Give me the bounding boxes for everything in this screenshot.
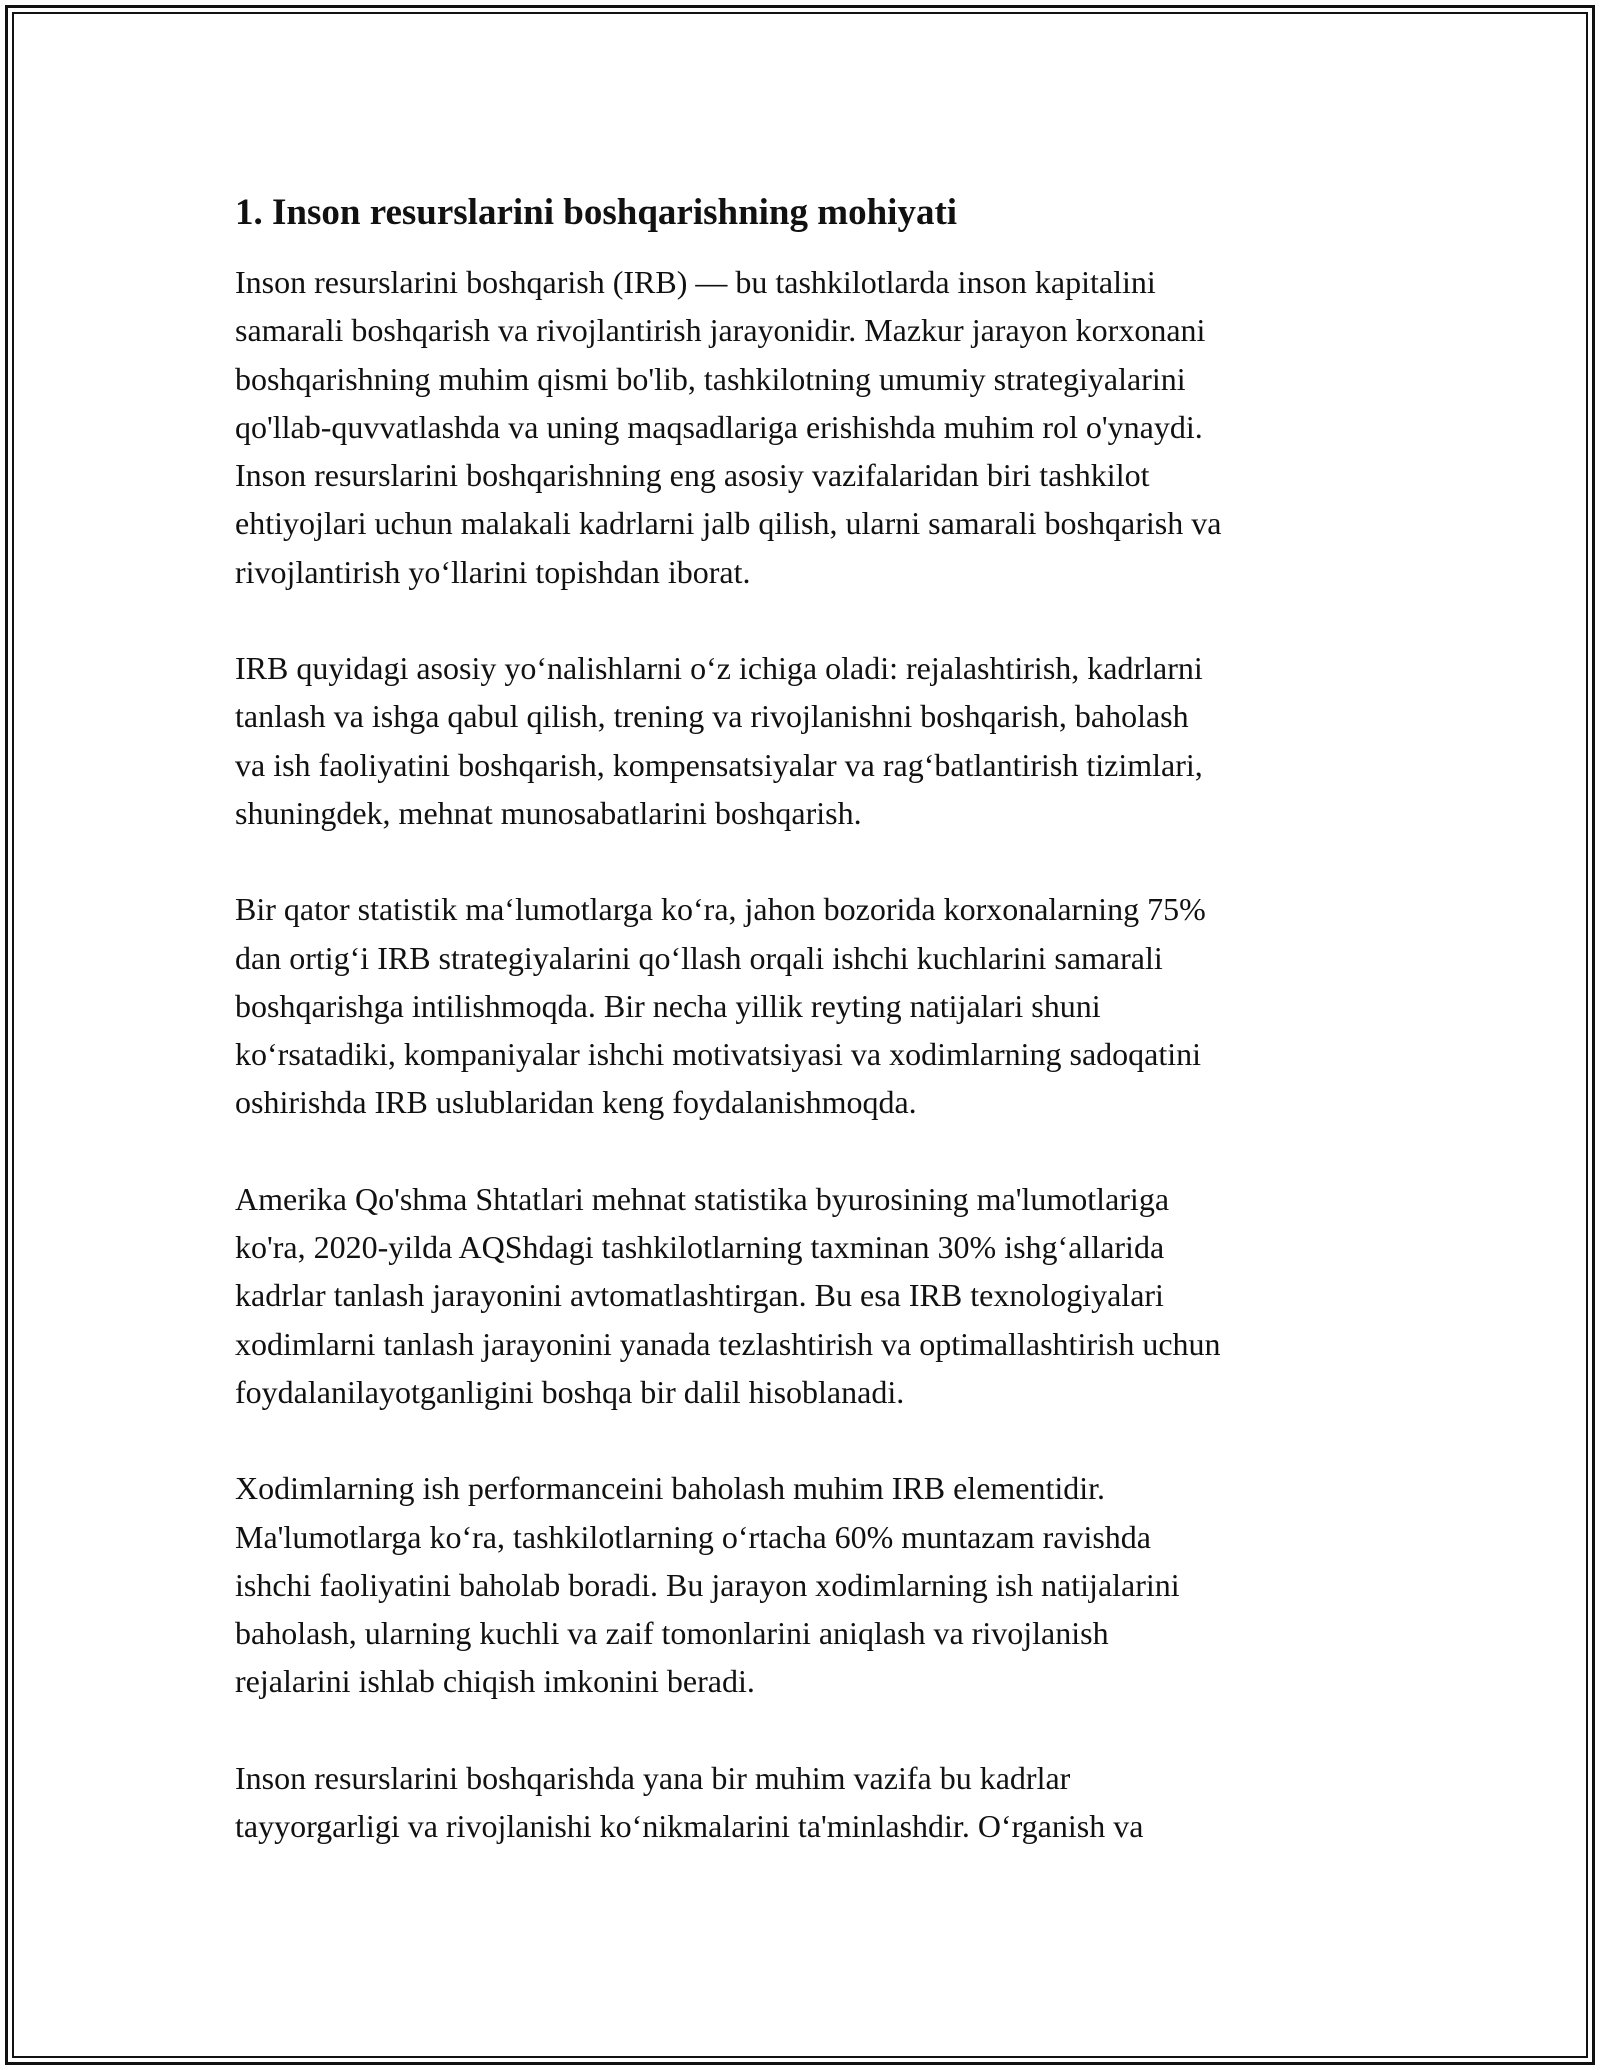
document-body (235, 188, 1375, 1898)
paragraph-5: Xodimlarning ish performanceini baholash muhim IRB elementidir. Ma'lumotlarga ko‘ra, tashkilotlarning o‘rtacha 60% muntazam ravishda ishchi faoliyatini baholab boradi. Bu jarayon xodimlarning ish natijalarini baholash, ularning kuchli va zaif tomonlarini aniqlash va rivojlanish rejalarini ishlab chiqish imkonini beradi. (235, 1470, 1180, 1700)
paragraph-3: Bir qator statistik ma‘lumotlarga ko‘ra, jahon bozorida korxonalarning 75% dan ortig‘i IRB strategiyalarini qo‘llash orqali ishchi kuchlarini samarali boshqarishga intilishmoqda. Bir necha yillik reyting natijalari shuni ko‘rsatadiki, kompaniyalar ishchi motivatsiyasi va xodimlarning sadoqatini oshirishda IRB uslublaridan keng foydalanishmoqda. (235, 891, 1206, 1121)
paragraph-2: IRB quyidagi asosiy yo‘nalishlarni o‘z ichiga oladi: rejalashtirish, kadrlarni tanlash va ishga qabul qilish, trening va rivojlanishni boshqarish, baholash va ish faoliyatini boshqarish, kompensatsiyalar va rag‘batlantirish tizimlari, shuningdek, mehnat munosabatlarini boshqarish. (235, 650, 1203, 831)
paragraph-1: Inson resurslarini boshqarish (IRB) — bu tashkilotlarda inson kapitalini samarali boshqarish va rivojlantirish jarayonidir. Mazkur jarayon korxonani boshqarishning muhim qismi bo'lib, tashkilotning umumiy strategiyalarini qo'llab-quvvatlashda va uning maqsadlariga erishishda muhim rol o'ynaydi. Inson resurslarini boshqarishning eng asosiy vazifalaridan biri tashkilot ehtiyojlari uchun malakali kadrlarni jalb qilish, ularni samarali boshqarish va rivojlantirish yo‘llarini topishdan iborat. (235, 264, 1222, 590)
paragraph-6: Inson resurslarini boshqarishda yana bir muhim vazifa bu kadrlar tayyorgarligi va rivojlanishi ko‘nikmalarini ta'minlashdir. O‘rganish va (235, 1759, 1144, 1845)
paragraph-4: Amerika Qo'shma Shtatlari mehnat statistika byurosining ma'lumotlariga ko'ra, 2020-yilda AQShdagi tashkilotlarning taxminan 30% ishg‘allarida kadrlar tanlash jarayonini avtomatlashtirgan. Bu esa IRB texnologiyalari xodimlarni tanlash jarayonini yanada tezlashtirish va optimallashtirish uchun foydalanilayotganligini boshqa bir dalil hisoblanadi. (235, 1180, 1221, 1410)
section-heading: 1. Inson resurslarini boshqarishning mohiyati (235, 192, 958, 233)
